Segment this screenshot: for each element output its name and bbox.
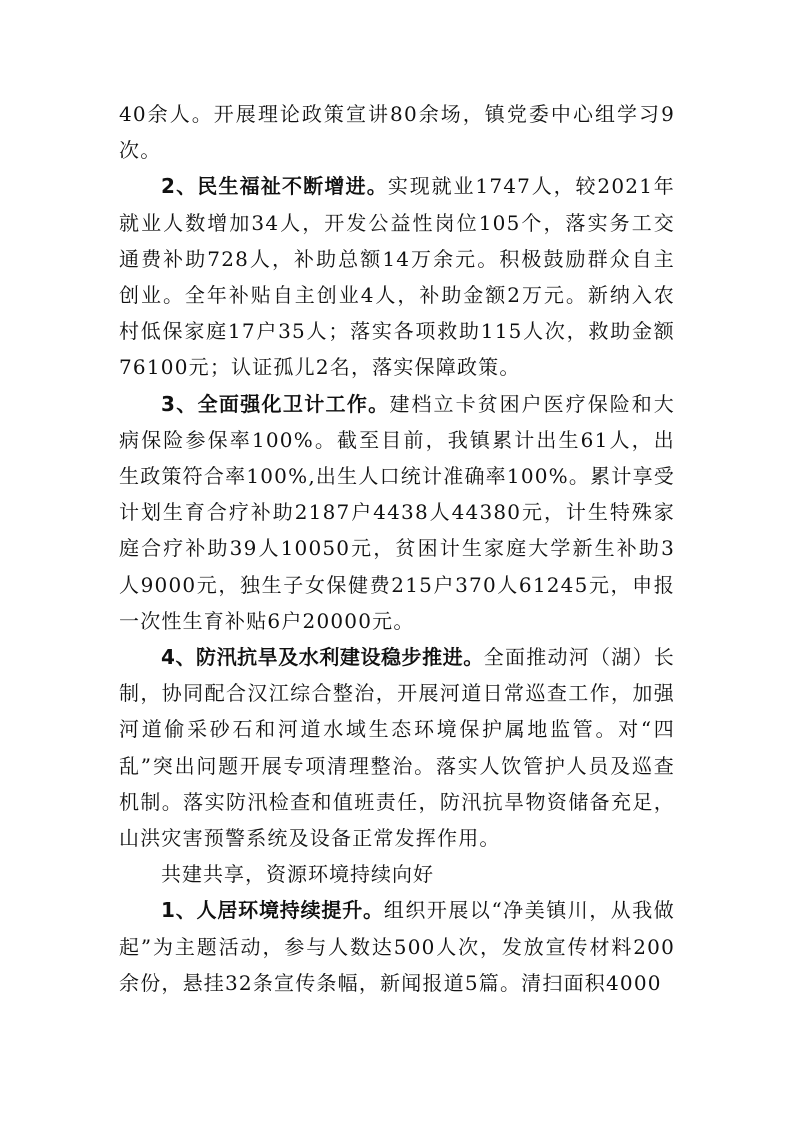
paragraph-living-environment <box>119 892 675 1001</box>
paragraph-lead: 4、防汛抗旱及水利建设稳步推进。 <box>161 645 484 670</box>
paragraph-text: 40余人。开展理论政策宣讲80余场，镇党委中心组学习9次。 <box>119 102 675 163</box>
paragraph-lead: 3、全面强化卫计工作。 <box>161 391 390 416</box>
paragraph-text: 组织开展以“净美镇川，从我做起”为主题活动，参与人数达500人次，发放宣传材料200余份，悬挂32条宣传条幅，新闻报道5篇。清扫面积4000 <box>119 898 675 995</box>
paragraph-flood-control <box>119 639 675 856</box>
document-body <box>119 96 675 1001</box>
paragraph-continuation <box>119 96 675 168</box>
section-heading: 共建共享，资源环境持续向好 <box>161 862 434 887</box>
paragraph-livelihood <box>119 168 675 385</box>
paragraph-text: 全面推动河（湖）长制，协同配合汉江综合整治，开展河道日常巡查工作，加强河道偷采砂石和河道水域生态环境保护属地监管。对“四乱”突出问题开展专项清理整治。落实人饮管护人员及巡查机制。落实防汛检查和值班责任，防汛抗旱物资储备充足，山洪灾害预警系统及设备正常发挥作用。 <box>119 645 675 851</box>
paragraph-text: 建档立卡贫困户医疗保险和大病保险参保率100%。截至目前，我镇累计出生61人，出生政策符合率100%,出生人口统计准确率100%。累计享受计划生育合疗补助2187户4438人44380元，计生特殊家庭合疗补助39人10050元，贫困计生家庭大学新生补助3人9000元，独生子女保健费215户370人61245元，申报一次性生育补贴6户20000元。 <box>119 391 675 633</box>
paragraph-lead: 2、民生福祉不断增进。 <box>161 174 388 199</box>
paragraph-health <box>119 386 675 639</box>
paragraph-text: 实现就业1747人，较2021年就业人数增加34人，开发公益性岗位105个，落实务工交通费补助728人，补助总额14万余元。积极鼓励群众自主创业。全年补贴自主创业4人，补助金额2万元。新纳入农村低保家庭17户35人；落实各项救助115人次，救助金额76100元；认证孤儿2名，落实保障政策。 <box>119 174 675 380</box>
paragraph-lead: 1、人居环境持续提升。 <box>161 898 384 923</box>
